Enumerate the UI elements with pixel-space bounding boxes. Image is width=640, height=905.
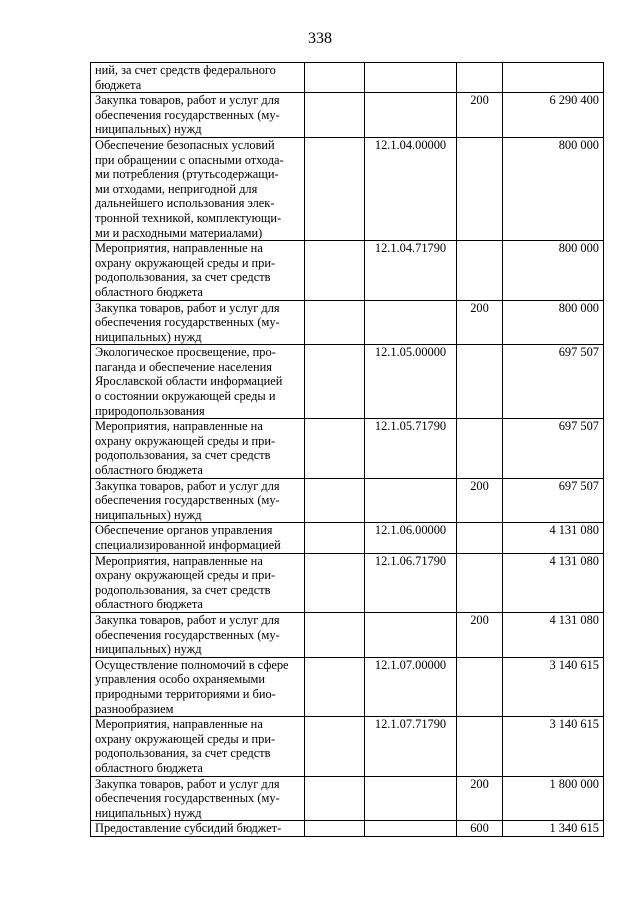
row-name-cell: Мероприятия, направленные на охрану окружающей среды и при- родопользования, за счет средств областного бюджета bbox=[91, 553, 305, 612]
row-empty-cell bbox=[305, 93, 365, 138]
row-expense-type-cell bbox=[457, 553, 503, 612]
row-expense-type-cell: 200 bbox=[457, 776, 503, 821]
row-amount-cell: 4 131 080 bbox=[503, 523, 604, 553]
page-number: 338 bbox=[308, 30, 332, 47]
row-empty-cell bbox=[305, 523, 365, 553]
row-code-cell bbox=[365, 776, 457, 821]
row-expense-type-cell bbox=[457, 657, 503, 716]
row-code-cell bbox=[365, 821, 457, 837]
row-empty-cell bbox=[305, 300, 365, 345]
row-expense-type-cell bbox=[457, 63, 503, 93]
row-code-cell: 12.1.07.00000 bbox=[365, 657, 457, 716]
row-code-cell: 12.1.05.71790 bbox=[365, 419, 457, 478]
row-amount-cell: 800 000 bbox=[503, 241, 604, 300]
row-expense-type-cell bbox=[457, 137, 503, 240]
table-row bbox=[91, 345, 604, 419]
row-amount-cell: 800 000 bbox=[503, 300, 604, 345]
row-empty-cell bbox=[305, 657, 365, 716]
row-amount-cell: 1 800 000 bbox=[503, 776, 604, 821]
row-amount-cell: 4 131 080 bbox=[503, 612, 604, 657]
table-row bbox=[91, 478, 604, 523]
table-row bbox=[91, 612, 604, 657]
row-amount-cell: 697 507 bbox=[503, 419, 604, 478]
row-name-cell: Экологическое просвещение, про- паганда и обеспечение населения Ярославской области информацией о состоянии окружающей среды и природопользования bbox=[91, 345, 305, 419]
row-code-cell: 12.1.06.00000 bbox=[365, 523, 457, 553]
budget-table-body bbox=[91, 63, 604, 837]
row-expense-type-cell bbox=[457, 523, 503, 553]
row-empty-cell bbox=[305, 241, 365, 300]
row-name-cell: Обеспечение органов управления специализированной информацией bbox=[91, 523, 305, 553]
row-amount-cell: 3 140 615 bbox=[503, 657, 604, 716]
row-expense-type-cell: 200 bbox=[457, 612, 503, 657]
row-code-cell bbox=[365, 93, 457, 138]
table-row bbox=[91, 776, 604, 821]
row-name-cell: Обеспечение безопасных условий при обращении с опасными отхода- ми потребления (ртутьсодержащи- ми отходами, непригодной для дальнейшего использования элек- тронной техникой, комплектующи- ми и расходными материалами) bbox=[91, 137, 305, 240]
row-code-cell: 12.1.04.71790 bbox=[365, 241, 457, 300]
row-code-cell bbox=[365, 612, 457, 657]
row-amount-cell: 697 507 bbox=[503, 345, 604, 419]
row-code-cell: 12.1.06.71790 bbox=[365, 553, 457, 612]
row-name-cell: Мероприятия, направленные на охрану окружающей среды и при- родопользования, за счет средств областного бюджета bbox=[91, 419, 305, 478]
row-name-cell: ний, за счет средств федерального бюджета bbox=[91, 63, 305, 93]
row-name-cell: Предоставление субсидий бюджет- bbox=[91, 821, 305, 837]
table-row bbox=[91, 241, 604, 300]
row-name-cell: Закупка товаров, работ и услуг для обеспечения государственных (му- ниципальных) нужд bbox=[91, 776, 305, 821]
row-amount-cell: 4 131 080 bbox=[503, 553, 604, 612]
row-name-cell: Закупка товаров, работ и услуг для обеспечения государственных (му- ниципальных) нужд bbox=[91, 300, 305, 345]
row-empty-cell bbox=[305, 345, 365, 419]
row-code-cell: 12.1.05.00000 bbox=[365, 345, 457, 419]
row-amount-cell: 800 000 bbox=[503, 137, 604, 240]
row-empty-cell bbox=[305, 821, 365, 837]
row-name-cell: Мероприятия, направленные на охрану окружающей среды и при- родопользования, за счет средств областного бюджета bbox=[91, 717, 305, 776]
row-empty-cell bbox=[305, 612, 365, 657]
table-row bbox=[91, 821, 604, 837]
row-expense-type-cell: 200 bbox=[457, 478, 503, 523]
row-expense-type-cell: 200 bbox=[457, 300, 503, 345]
row-empty-cell bbox=[305, 553, 365, 612]
row-code-cell bbox=[365, 300, 457, 345]
table-row bbox=[91, 300, 604, 345]
row-name-cell: Закупка товаров, работ и услуг для обеспечения государственных (му- ниципальных) нужд bbox=[91, 478, 305, 523]
row-amount-cell: 6 290 400 bbox=[503, 93, 604, 138]
table-row bbox=[91, 523, 604, 553]
row-amount-cell: 697 507 bbox=[503, 478, 604, 523]
row-expense-type-cell: 200 bbox=[457, 93, 503, 138]
row-name-cell: Закупка товаров, работ и услуг для обеспечения государственных (му- ниципальных) нужд bbox=[91, 612, 305, 657]
row-empty-cell bbox=[305, 419, 365, 478]
table-row bbox=[91, 63, 604, 93]
table-row bbox=[91, 717, 604, 776]
table-row bbox=[91, 657, 604, 716]
table-row bbox=[91, 553, 604, 612]
row-empty-cell bbox=[305, 776, 365, 821]
row-empty-cell bbox=[305, 717, 365, 776]
table-row bbox=[91, 93, 604, 138]
row-empty-cell bbox=[305, 63, 365, 93]
row-empty-cell bbox=[305, 137, 365, 240]
row-expense-type-cell bbox=[457, 717, 503, 776]
row-amount-cell: 1 340 615 bbox=[503, 821, 604, 837]
row-name-cell: Осуществление полномочий в сфере управления особо охраняемыми природными территориями и био- разнообразием bbox=[91, 657, 305, 716]
row-code-cell: 12.1.04.00000 bbox=[365, 137, 457, 240]
budget-table bbox=[90, 62, 604, 837]
row-code-cell bbox=[365, 478, 457, 523]
row-code-cell: 12.1.07.71790 bbox=[365, 717, 457, 776]
table-row bbox=[91, 137, 604, 240]
row-name-cell: Мероприятия, направленные на охрану окружающей среды и при- родопользования, за счет средств областного бюджета bbox=[91, 241, 305, 300]
row-name-cell: Закупка товаров, работ и услуг для обеспечения государственных (му- ниципальных) нужд bbox=[91, 93, 305, 138]
row-amount-cell: 3 140 615 bbox=[503, 717, 604, 776]
row-expense-type-cell bbox=[457, 241, 503, 300]
table-row bbox=[91, 419, 604, 478]
row-code-cell bbox=[365, 63, 457, 93]
row-amount-cell bbox=[503, 63, 604, 93]
row-expense-type-cell: 600 bbox=[457, 821, 503, 837]
row-empty-cell bbox=[305, 478, 365, 523]
row-expense-type-cell bbox=[457, 345, 503, 419]
row-expense-type-cell bbox=[457, 419, 503, 478]
